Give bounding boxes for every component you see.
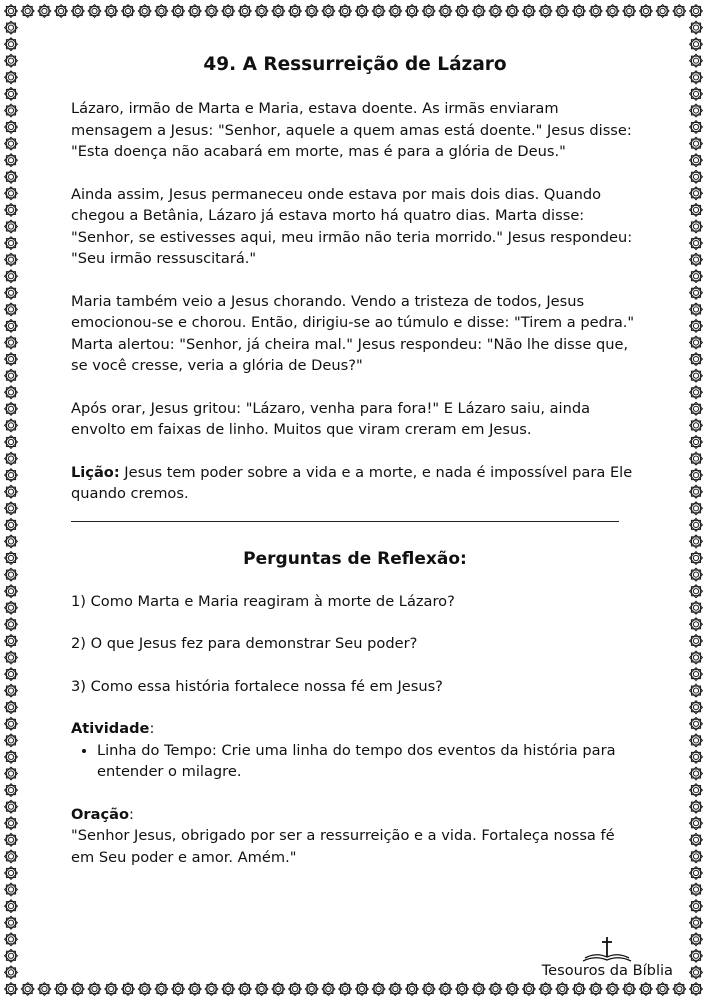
border-ornament (690, 519, 703, 532)
border-ornament (5, 734, 18, 747)
border-ornament (122, 983, 135, 996)
border-ornament (690, 204, 703, 217)
border-ornament (656, 983, 669, 996)
border-ornament (5, 353, 18, 366)
reflection-question-3: 3) Como essa história fortalece nossa fé em Jesus? (71, 677, 443, 695)
border-ornament (439, 983, 452, 996)
border-ornament (5, 751, 18, 764)
border-ornament (55, 983, 68, 996)
border-ornament (690, 137, 703, 150)
border-ornament (239, 5, 252, 18)
border-ornament (690, 170, 703, 183)
border-ornament (456, 983, 469, 996)
border-ornament (5, 137, 18, 150)
border-ornament (690, 784, 703, 797)
border-ornament (690, 71, 703, 84)
border-ornament (673, 5, 686, 18)
border-ornament (690, 717, 703, 730)
border-ornament (5, 5, 18, 18)
border-ornament (472, 5, 485, 18)
border-ornament (5, 651, 18, 664)
story-paragraph-1: Lázaro, irmão de Marta e Maria, estava doente. As irmãs enviaram mensagem a Jesus: "Senhor, aquele a quem amas está doente." Jesus disse: "Esta doença não acabará em morte, mas é para a glória de Deus." (71, 100, 632, 160)
border-ornament (673, 983, 686, 996)
border-ornament (5, 303, 18, 316)
border-ornament (573, 983, 586, 996)
border-ornament (656, 5, 669, 18)
border-ornament (589, 983, 602, 996)
border-ornament (5, 568, 18, 581)
border-ornament (5, 154, 18, 167)
border-ornament (5, 535, 18, 548)
border-ornament (5, 54, 18, 67)
border-ornament (690, 734, 703, 747)
border-ornament (5, 916, 18, 929)
border-ornament (690, 38, 703, 51)
border-ornament (422, 5, 435, 18)
border-ornament (71, 983, 84, 996)
border-ornament (5, 949, 18, 962)
border-ornament (5, 717, 18, 730)
border-ornament (640, 5, 653, 18)
border-ornament (5, 369, 18, 382)
border-ornament (5, 170, 18, 183)
border-ornament (5, 585, 18, 598)
border-ornament (5, 850, 18, 863)
border-ornament (690, 552, 703, 565)
border-ornament (21, 5, 34, 18)
reflection-question-1: 1) Como Marta e Maria reagiram à morte de Lázaro? (71, 592, 455, 610)
border-ornament (5, 320, 18, 333)
border-ornament (5, 270, 18, 283)
border-ornament (690, 502, 703, 515)
border-ornament (573, 5, 586, 18)
reflection-question-2: 2) O que Jesus fez para demonstrar Seu poder? (71, 635, 418, 652)
prayer-colon: : (128, 805, 134, 823)
prayer-label: Oração (71, 805, 129, 823)
reflection-heading: Perguntas de Reflexão: (243, 548, 467, 569)
border-ornament (188, 5, 201, 18)
border-ornament (406, 5, 419, 18)
border-ornament (690, 850, 703, 863)
story-paragraph-2: Ainda assim, Jesus permaneceu onde estava por mais dois dias. Quando chegou a Betânia, Lázaro já estava morto há quatro dias. Marta disse: "Senhor, se estivesses aqui, meu irmão não teria morrido." Jesus respondeu: "Seu irmão ressuscitará." (71, 185, 633, 267)
border-ornament (690, 303, 703, 316)
border-ornament (690, 121, 703, 134)
border-ornament (5, 71, 18, 84)
border-ornament (21, 983, 34, 996)
border-ornament (690, 220, 703, 233)
border-ornament (539, 983, 552, 996)
border-ornament (5, 684, 18, 697)
border-ornament (690, 353, 703, 366)
border-ornament (5, 469, 18, 482)
border-ornament (690, 651, 703, 664)
border-ornament (623, 983, 636, 996)
border-ornament (5, 220, 18, 233)
border-ornament (690, 983, 703, 996)
border-ornament (272, 5, 285, 18)
border-ornament (690, 817, 703, 830)
border-ornament (690, 568, 703, 581)
border-ornament (239, 983, 252, 996)
border-ornament (690, 5, 703, 18)
border-ornament (690, 320, 703, 333)
border-ornament (5, 800, 18, 813)
border-ornament (690, 154, 703, 167)
border-ornament (690, 585, 703, 598)
border-ornament (690, 618, 703, 631)
border-ornament (155, 5, 168, 18)
border-ornament (5, 618, 18, 631)
border-ornament (188, 983, 201, 996)
border-ornament (690, 684, 703, 697)
border-ornament (489, 5, 502, 18)
border-ornament (5, 668, 18, 681)
border-ornament (690, 833, 703, 846)
activity-colon: : (149, 720, 155, 737)
border-ornament (5, 402, 18, 415)
border-ornament (523, 5, 536, 18)
border-ornament (289, 5, 302, 18)
border-ornament (339, 983, 352, 996)
border-ornament (539, 5, 552, 18)
border-ornament (5, 386, 18, 399)
border-ornament (356, 983, 369, 996)
border-ornament (439, 5, 452, 18)
border-ornament (690, 286, 703, 299)
border-ornament (5, 767, 18, 780)
border-ornament (5, 883, 18, 896)
lesson (71, 462, 639, 505)
border-ornament (205, 5, 218, 18)
cross-book-icon (581, 936, 633, 962)
border-ornament (690, 635, 703, 648)
border-ornament (690, 751, 703, 764)
border-ornament (289, 983, 302, 996)
border-ornament (272, 983, 285, 996)
border-ornament (5, 88, 18, 101)
border-ornament (372, 5, 385, 18)
border-ornament (690, 253, 703, 266)
border-ornament (5, 817, 18, 830)
activity-list (71, 740, 639, 783)
border-ornament (690, 800, 703, 813)
border-ornament (222, 5, 235, 18)
border-ornament (506, 983, 519, 996)
brand-logo (542, 936, 673, 979)
story-paragraph-3: Maria também veio a Jesus chorando. Vendo a tristeza de todos, Jesus emocionou-se e chorou. Então, dirigiu-se ao túmulo e disse: "Tirem a pedra." Marta alertou: "Senhor, já cheira mal." Jesus respondeu: "Não lhe disse que, se você cresse, veria a glória de Deus?" (71, 292, 635, 374)
border-ornament (690, 485, 703, 498)
border-ornament (690, 883, 703, 896)
border-ornament (222, 983, 235, 996)
activity-item: • Linha do Tempo: Crie uma linha do tempo dos eventos da história para entender o milagre. (97, 740, 639, 783)
border-ornament (690, 601, 703, 614)
story-title: 49. A Ressurreição de Lázaro (203, 54, 507, 75)
border-ornament (690, 867, 703, 880)
border-ornament (690, 535, 703, 548)
border-ornament (38, 983, 51, 996)
border-ornament (690, 668, 703, 681)
border-ornament (472, 983, 485, 996)
border-ornament (5, 38, 18, 51)
border-ornament (5, 104, 18, 117)
border-ornament (556, 5, 569, 18)
border-ornament (690, 369, 703, 382)
border-ornament (5, 933, 18, 946)
border-ornament (690, 436, 703, 449)
border-ornament (138, 5, 151, 18)
border-ornament (690, 54, 703, 67)
border-ornament (456, 5, 469, 18)
border-ornament (122, 5, 135, 18)
border-ornament (5, 867, 18, 880)
border-ornament (5, 966, 18, 979)
border-ornament (556, 983, 569, 996)
border-ornament (5, 833, 18, 846)
border-ornament (5, 204, 18, 217)
border-ornament (5, 419, 18, 432)
border-ornament (155, 983, 168, 996)
border-ornament (690, 386, 703, 399)
border-ornament (523, 983, 536, 996)
border-ornament (489, 983, 502, 996)
brand-name: Tesouros da Bíblia (541, 962, 673, 979)
border-ornament (5, 784, 18, 797)
border-ornament (422, 983, 435, 996)
prayer-section (71, 804, 639, 869)
border-ornament (172, 5, 185, 18)
border-ornament (5, 635, 18, 648)
border-ornament (5, 436, 18, 449)
border-ornament (690, 701, 703, 714)
border-ornament (55, 5, 68, 18)
border-ornament (322, 5, 335, 18)
border-ornament (255, 5, 268, 18)
border-ornament (5, 286, 18, 299)
border-ornament (690, 469, 703, 482)
border-ornament (690, 270, 703, 283)
border-ornament (5, 519, 18, 532)
border-ornament (640, 983, 653, 996)
border-ornament (305, 5, 318, 18)
story-paragraph-4: Após orar, Jesus gritou: "Lázaro, venha para fora!" E Lázaro saiu, ainda envolto em faixas de linho. Muitos que viram creram em Jesus. (71, 399, 591, 438)
border-ornament (105, 983, 118, 996)
border-ornament (5, 187, 18, 200)
border-ornament (690, 402, 703, 415)
page-content (71, 52, 639, 868)
border-ornament (5, 701, 18, 714)
border-ornament (406, 983, 419, 996)
border-ornament (88, 983, 101, 996)
border-ornament (138, 983, 151, 996)
border-ornament (5, 900, 18, 913)
border-ornament (372, 983, 385, 996)
border-ornament (690, 21, 703, 34)
border-ornament (690, 900, 703, 913)
border-ornament (71, 5, 84, 18)
border-ornament (690, 949, 703, 962)
divider-line (71, 521, 619, 522)
border-ornament (690, 933, 703, 946)
border-ornament (690, 966, 703, 979)
border-ornament (105, 5, 118, 18)
border-ornament (38, 5, 51, 18)
activity-label: Atividade (71, 720, 150, 737)
border-ornament (690, 187, 703, 200)
border-ornament (5, 502, 18, 515)
border-ornament (255, 983, 268, 996)
border-ornament (205, 983, 218, 996)
border-ornament (5, 552, 18, 565)
border-ornament (5, 452, 18, 465)
border-ornament (606, 983, 619, 996)
border-ornament (690, 916, 703, 929)
activity-section (71, 718, 639, 783)
border-ornament (339, 5, 352, 18)
prayer-text: "Senhor Jesus, obrigado por ser a ressurreição e a vida. Fortaleça nossa fé em Seu poder e amor. Amém." (71, 827, 615, 866)
border-ornament (5, 237, 18, 250)
border-ornament (389, 5, 402, 18)
border-ornament (5, 601, 18, 614)
lesson-label: Lição: (71, 463, 120, 481)
border-ornament (690, 104, 703, 117)
border-ornament (690, 88, 703, 101)
border-ornament (5, 983, 18, 996)
border-ornament (5, 121, 18, 134)
border-ornament (5, 336, 18, 349)
border-ornament (589, 5, 602, 18)
border-ornament (690, 336, 703, 349)
border-ornament (506, 5, 519, 18)
border-ornament (356, 5, 369, 18)
lesson-text: Jesus tem poder sobre a vida e a morte, e nada é impossível para Ele quando cremos. (71, 463, 633, 502)
border-ornament (690, 237, 703, 250)
border-ornament (172, 983, 185, 996)
border-ornament (5, 485, 18, 498)
border-ornament (5, 253, 18, 266)
border-ornament (690, 419, 703, 432)
border-ornament (690, 767, 703, 780)
border-ornament (606, 5, 619, 18)
border-ornament (5, 21, 18, 34)
border-ornament (305, 983, 318, 996)
border-ornament (690, 452, 703, 465)
border-ornament (322, 983, 335, 996)
border-ornament (389, 983, 402, 996)
border-ornament (88, 5, 101, 18)
border-ornament (623, 5, 636, 18)
